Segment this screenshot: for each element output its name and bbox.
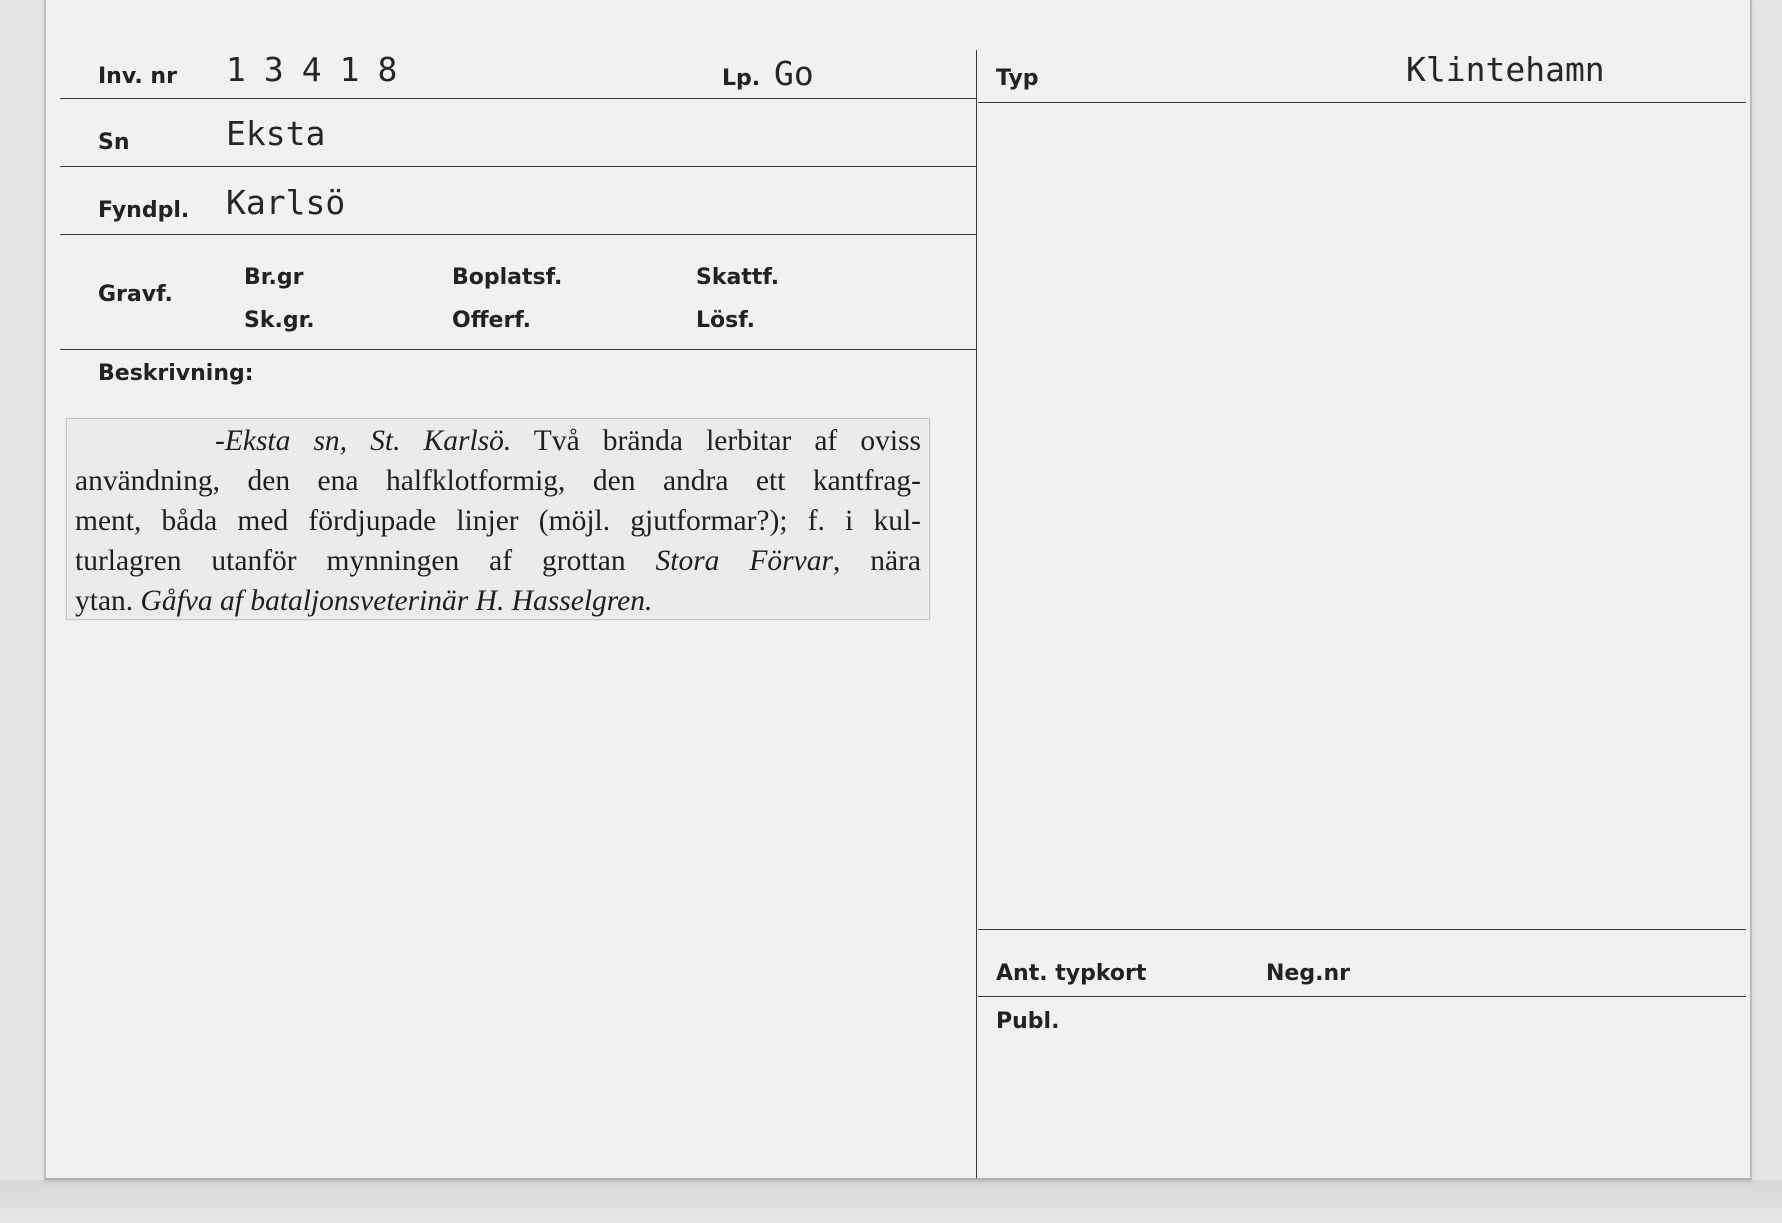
inv-nr-value: 13418 [226, 50, 416, 89]
description-text [75, 421, 921, 621]
description-line-3 [75, 501, 921, 541]
description-line-2 [75, 461, 921, 501]
typ-value: Klintehamn [1406, 50, 1605, 89]
skattf-label: Skattf. [696, 265, 780, 290]
fyndpl-label: Fyndpl. [98, 198, 190, 223]
rule-ant-typkort-top [978, 929, 1746, 930]
description-line-4 [75, 541, 921, 581]
lp-label: Lp. [722, 66, 761, 91]
rule-gravf [60, 349, 976, 350]
description-text-6: ytan. [75, 585, 141, 617]
description-text-4: turlagren utanför mynningen af grottan [75, 545, 656, 577]
description-text-2: användning, den ena halfklotformig, den andra ett kantfrag- [75, 465, 921, 497]
description-cave-name: Stora Förvar [655, 545, 833, 577]
losf-label: Lösf. [696, 308, 755, 333]
center-divider [976, 50, 977, 1178]
offerf-label: Offerf. [452, 308, 532, 333]
description-dash: - [215, 425, 225, 457]
publ-label: Publ. [996, 1009, 1060, 1034]
description-line-1 [75, 421, 921, 461]
inv-nr-label: Inv. nr [98, 64, 177, 89]
ant-typkort-label: Ant. typkort [996, 961, 1147, 986]
description-location: Eksta sn, St. Karlsö. [224, 425, 512, 457]
gravf-label: Gravf. [98, 282, 173, 307]
beskrivning-label: Beskrivning: [98, 361, 254, 386]
boplatsf-label: Boplatsf. [452, 265, 563, 290]
lp-value: Go [774, 54, 814, 93]
typ-label: Typ [996, 66, 1039, 91]
description-clipping [66, 418, 930, 620]
description-text-5: , nära [832, 545, 921, 577]
rule-typ [978, 102, 1746, 103]
rule-inv [60, 98, 976, 99]
scan-bottom-edge [0, 1180, 1782, 1223]
description-text-3: ment, båda med fördjupade linjer (möjl. gjutformar?); f. i kul- [75, 505, 921, 537]
rule-sn [60, 166, 976, 167]
rule-publ-top [978, 996, 1746, 997]
description-text-1: Två brända lerbitar af oviss [511, 425, 921, 457]
fyndpl-value: Karlsö [226, 183, 346, 222]
neg-nr-label: Neg.nr [1266, 961, 1350, 986]
description-donor: Gåfva af bataljonsveterinär H. Hasselgren. [140, 585, 653, 617]
sk-gr-label: Sk.gr. [244, 308, 315, 333]
description-line-5 [75, 581, 921, 621]
br-gr-label: Br.gr [244, 265, 304, 290]
rule-fyndpl [60, 234, 976, 235]
sn-value: Eksta [226, 114, 326, 153]
sn-label: Sn [98, 130, 130, 155]
